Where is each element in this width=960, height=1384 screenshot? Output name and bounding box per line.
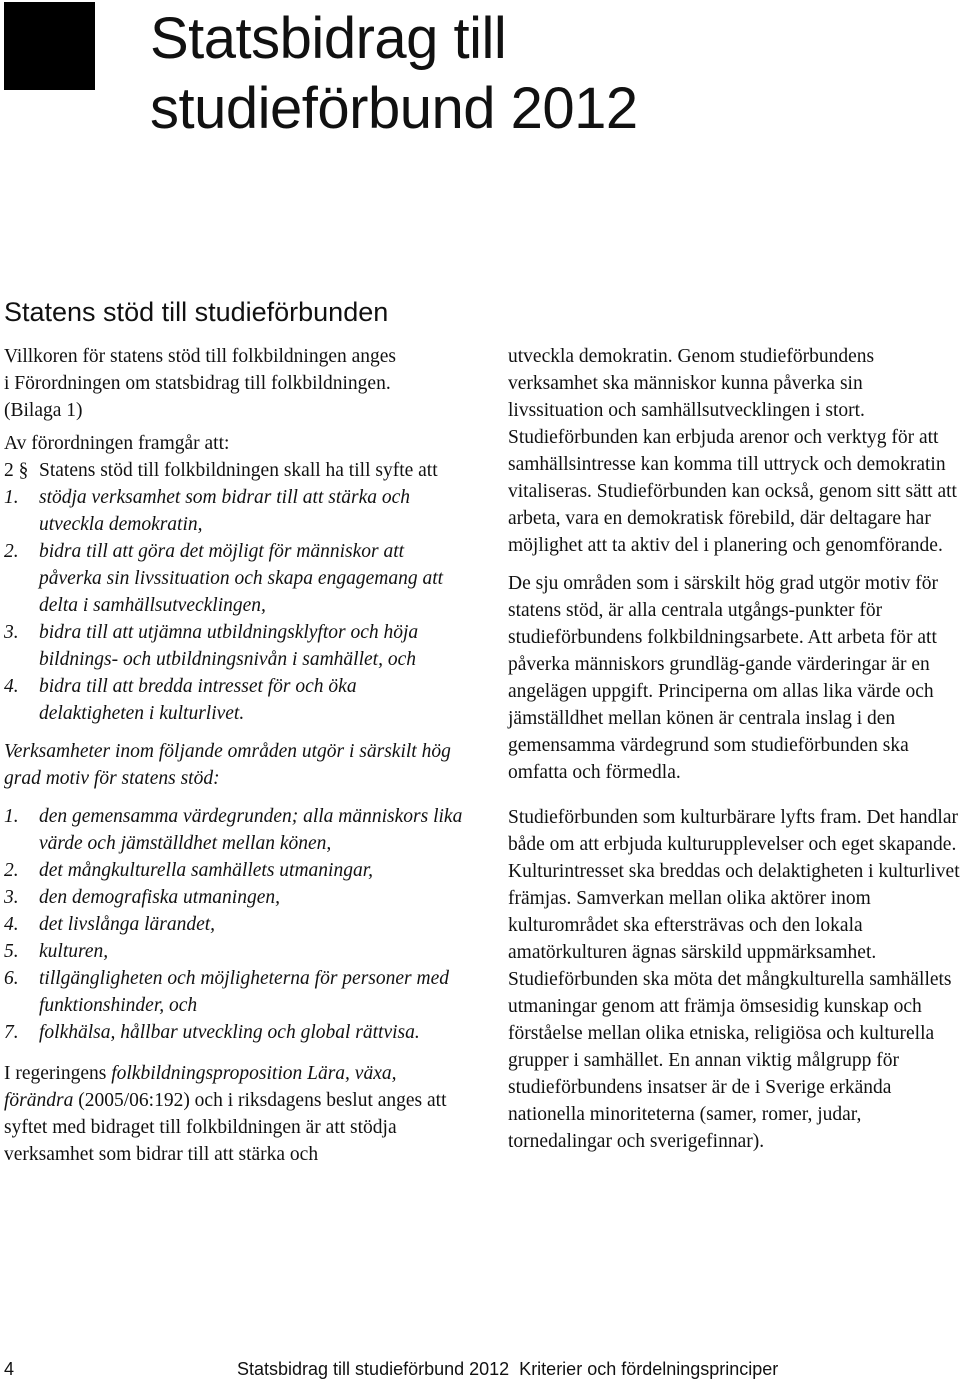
statute-text: Statens stöd till folkbildningen skall ha till syfte att — [39, 460, 438, 481]
closing-paragraph — [4, 1060, 464, 1168]
list-item-text: det mångkulturella samhällets utmaningar, — [39, 860, 374, 881]
page-title-line-2: studieförbund 2012 — [150, 76, 638, 141]
section-heading: Statens stöd till studieförbunden — [4, 297, 389, 327]
list-item — [4, 803, 464, 857]
list-item-number: 2. — [4, 860, 19, 881]
list-item — [4, 673, 464, 727]
right-column — [508, 343, 960, 1155]
list-item-number: 2. — [4, 541, 19, 562]
right-paragraph-1: utveckla demokratin. Genom studieförbundens verksamhet ska människor kunna påverka sin livssituation och samhällsutvecklingen i stort. Studieförbunden kan erbjuda arenor och verktyg för att samhällsintresse kan komma till uttryck och demokratin vitaliseras. Studieförbunden kan också, genom sitt sätt att arbeta, vara en demokratisk förebild, där deltagare har möjlighet att ta aktiv del i planering och genomförande. — [508, 346, 957, 556]
list-item-number: 5. — [4, 941, 19, 962]
page-title — [150, 4, 930, 144]
list-item-text: den gemensamma värdegrunden; alla människors lika värde och jämställdhet mellan könen, — [39, 806, 463, 854]
areas-intro: Verksamheter inom följande områden utgör i särskilt hög grad motiv för statens stöd: — [4, 741, 451, 789]
list-item-number: 1. — [4, 487, 19, 508]
lead-text: Av förordningen framgår att: — [4, 433, 230, 454]
list-item — [4, 911, 464, 938]
list-item-number: 6. — [4, 968, 19, 989]
list-item-text: tillgängligheten och möjligheterna för personer med funktionshinder, och — [39, 968, 449, 1016]
list-item-number: 1. — [4, 806, 19, 827]
list-item-text: folkhälsa, hållbar utveckling och global rättvisa. — [39, 1022, 420, 1043]
statute-heading — [4, 457, 464, 484]
page-number: 4 — [4, 1359, 15, 1379]
page-title-line-1: Statsbidrag till — [150, 6, 507, 71]
list-item-number: 3. — [4, 622, 19, 643]
purposes-list — [4, 484, 464, 727]
proposition-reference: folkbildningsproposition Lära, växa, förändra — [4, 1063, 397, 1111]
right-paragraph-2: De sju områden som i särskilt hög grad utgör motiv för statens stöd, är alla centrala utgångs-punkter för studieförbundens folkbildningsarbete. Att arbeta för att påverka människors grundläg-gande värderingar är en angelägen uppgift. Principerna om allas lika värde och jämställdhet mellan könen är centrala inslag i den gemensamma värdegrund som studieförbunden ska omfatta och förmedla. — [508, 573, 939, 783]
right-paragraph-3: Studieförbunden som kulturbärare lyfts fram. Det handlar både om att erbjuda kulturupplevelser och eget skapande. Kulturintresset ska breddas och delaktigheten i kulturlivet främjas. Samverkan mellan olika aktörer inom kulturområdet ska eftersträvas och den lokala amatörkulturen ägnas särskild uppmärksamhet. Studieförbunden ska möta det mångkulturella samhällets utmaningar genom att främja ömsesidig kunskap och förståelse mellan olika etniska, religiösa och kulturella grupper i samhället. En annan viktig målgrupp för studieförbundens insatser är de i Sverige erkända nationella minoriteterna (samer, romer, judar, tornedalingar och sverigefinnar). — [508, 807, 960, 1152]
list-item — [4, 857, 464, 884]
list-item-text: kulturen, — [39, 941, 109, 962]
list-item-text: den demografiska utmaningen, — [39, 887, 281, 908]
list-item — [4, 938, 464, 965]
intro-line-3: (Bilaga 1) — [4, 400, 83, 421]
statute-number: 2 § — [4, 460, 29, 481]
list-item — [4, 538, 464, 619]
intro-line-2: i Förordningen om statsbidrag till folkbildningen. — [4, 373, 391, 394]
list-item — [4, 484, 464, 538]
closing-text-start: I regeringens — [4, 1063, 112, 1084]
footer-text: Statsbidrag till studieförbund 2012 Kriterier och fördelningsprinciper — [237, 1359, 779, 1379]
intro-line-1: Villkoren för statens stöd till folkbildningen anges — [4, 346, 397, 367]
list-item-text: stödja verksamhet som bidrar till att stärka och utveckla demokratin, — [39, 487, 411, 535]
list-item — [4, 884, 464, 911]
closing-text-end: (2005/06:192) och i riksdagens beslut anges att syftet med bidraget till folkbildningen är att stödja verksamhet som bidrar till att stärka och — [4, 1090, 447, 1165]
areas-list — [4, 803, 464, 1046]
list-item-text: bidra till att utjämna utbildningsklyftor och höja bildnings- och utbildningsnivån i samhället, och — [39, 622, 419, 670]
left-column — [4, 343, 464, 1168]
intro-paragraph — [4, 343, 464, 424]
list-item — [4, 619, 464, 673]
list-item-text: det livslånga lärandet, — [39, 914, 216, 935]
list-item-number: 3. — [4, 887, 19, 908]
header-black-square — [4, 2, 95, 90]
list-item-number: 4. — [4, 676, 19, 697]
list-item-text: bidra till att bredda intresset för och öka delaktigheten i kulturlivet. — [39, 676, 357, 724]
list-item-number: 7. — [4, 1022, 19, 1043]
list-item-text: bidra till att göra det möjligt för människor att påverka sin livssituation och skapa engagemang att delta i samhällsutvecklingen, — [39, 541, 444, 616]
list-item-number: 4. — [4, 914, 19, 935]
list-item — [4, 1019, 464, 1046]
list-item — [4, 965, 464, 1019]
